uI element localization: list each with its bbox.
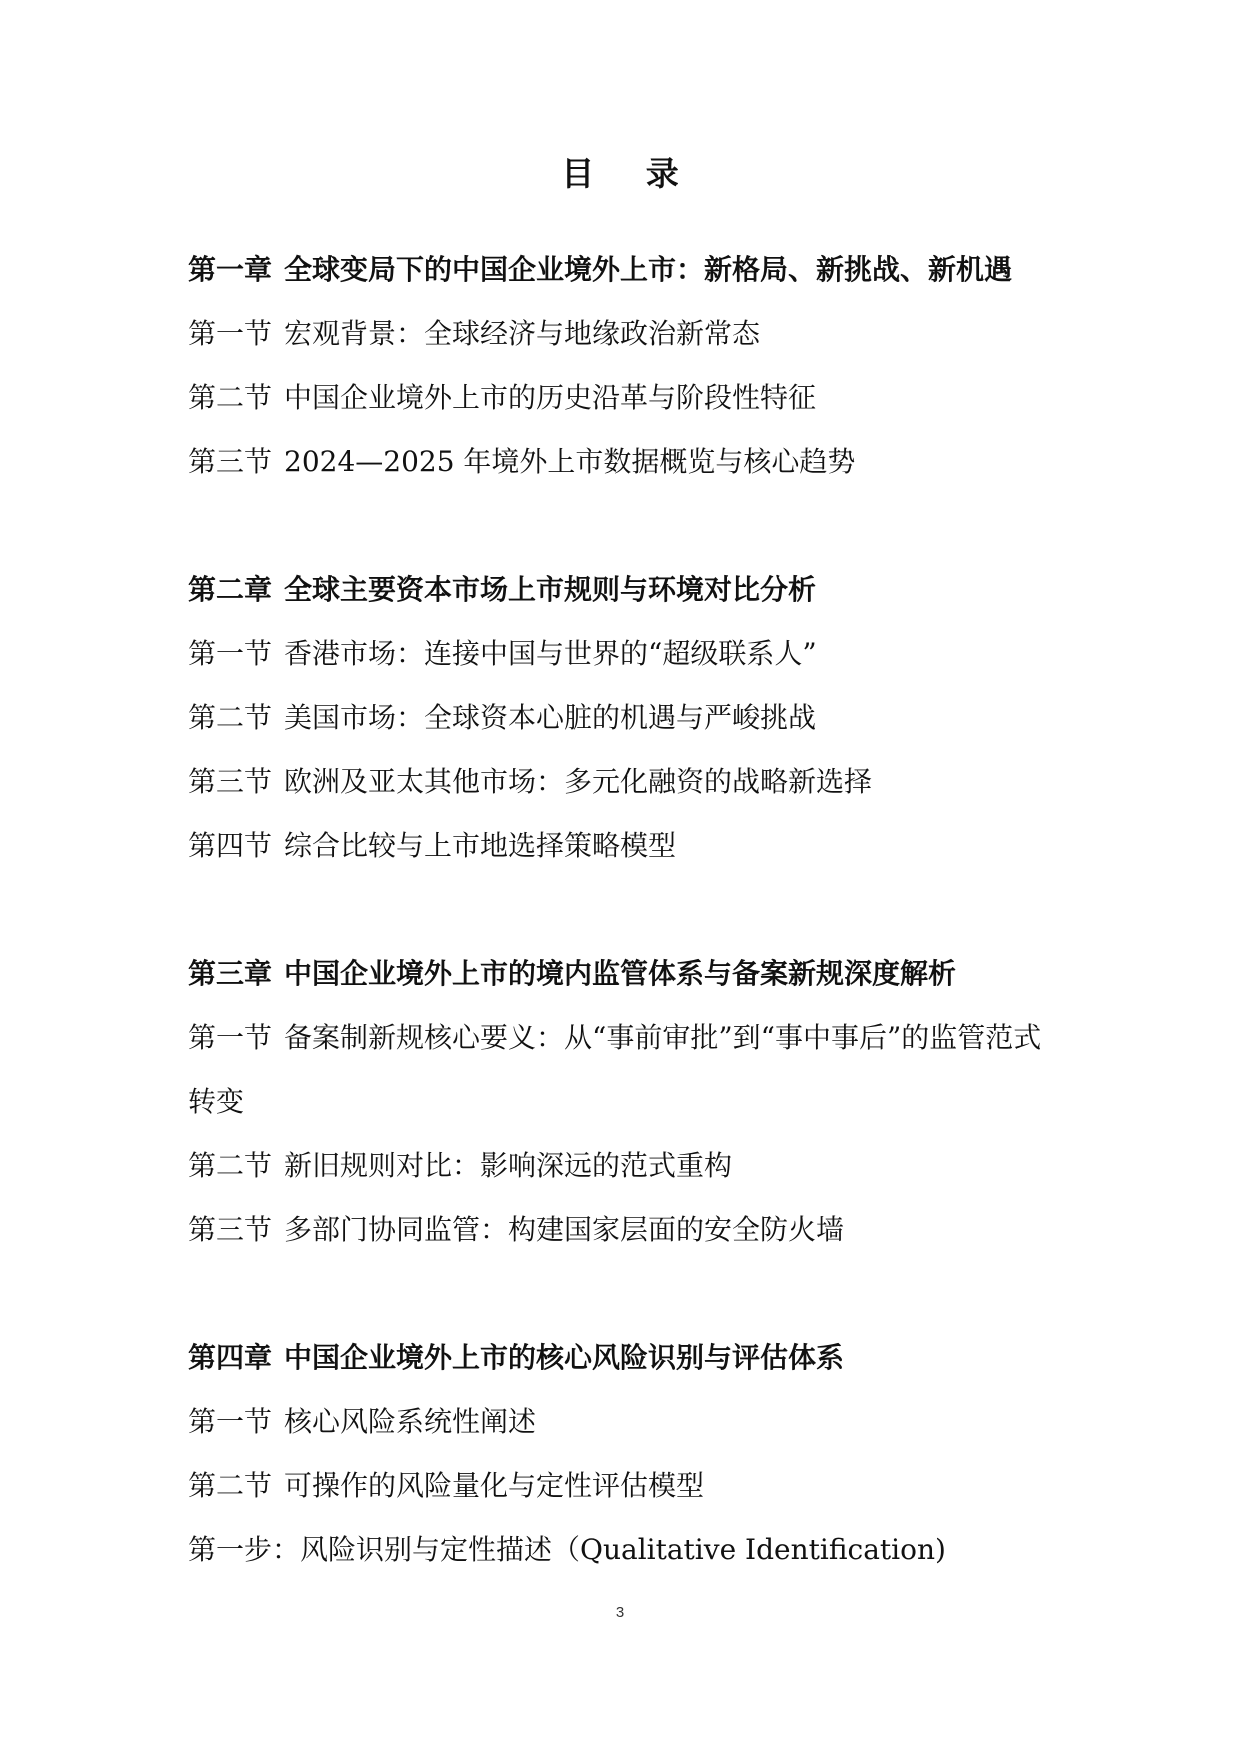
section-number: 第三节 [188, 445, 273, 478]
section-number: 第一节 [188, 317, 273, 350]
section-entry[interactable] [188, 430, 1068, 494]
section-number: 第一节 [188, 1021, 273, 1054]
section-entry[interactable] [188, 366, 1068, 430]
chapter-title: 全球变局下的中国企业境外上市：新格局、新挑战、新机遇 [284, 253, 1013, 286]
chapter-title: 中国企业境外上市的境内监管体系与备案新规深度解析 [284, 957, 957, 990]
table-of-contents [188, 238, 1068, 1582]
section-entry[interactable] [188, 814, 1068, 878]
section-number: 第二节 [188, 1149, 273, 1182]
chapter-heading[interactable] [188, 1326, 1068, 1390]
step-title: 风险识别与定性描述（Qualitative Identification) [300, 1533, 946, 1566]
toc-chapter-3 [188, 942, 1068, 1262]
section-title: 2024—2025 年境外上市数据概览与核心趋势 [284, 445, 856, 478]
section-entry[interactable] [188, 686, 1068, 750]
chapter-number: 第四章 [188, 1341, 273, 1374]
chapter-heading[interactable] [188, 558, 1068, 622]
section-number: 第一节 [188, 637, 273, 670]
chapter-title: 中国企业境外上市的核心风险识别与评估体系 [284, 1341, 845, 1374]
section-number: 第三节 [188, 1213, 273, 1246]
page-number: 3 [615, 1604, 625, 1621]
section-entry[interactable] [188, 750, 1068, 814]
section-title: 核心风险系统性阐述 [284, 1405, 537, 1438]
section-title: 中国企业境外上市的历史沿革与阶段性特征 [284, 381, 817, 414]
section-title: 综合比较与上市地选择策略模型 [284, 829, 677, 862]
section-number: 第一节 [188, 1405, 273, 1438]
section-number: 第四节 [188, 829, 273, 862]
chapter-number: 第一章 [188, 253, 273, 286]
chapter-heading[interactable] [188, 942, 1068, 1006]
section-entry[interactable] [188, 1454, 1068, 1518]
section-entry[interactable] [188, 1134, 1068, 1198]
toc-title: 目 录 [561, 154, 699, 193]
section-title: 美国市场：全球资本心脏的机遇与严峻挑战 [284, 701, 817, 734]
section-number: 第二节 [188, 1469, 273, 1502]
toc-chapter-2 [188, 558, 1068, 878]
toc-chapter-1 [188, 238, 1068, 494]
step-number: 第一步： [188, 1533, 301, 1566]
section-number: 第三节 [188, 765, 273, 798]
toc-chapter-4 [188, 1326, 1068, 1582]
section-title: 香港市场：连接中国与世界的“超级联系人” [284, 637, 817, 670]
section-number: 第二节 [188, 701, 273, 734]
section-entry[interactable] [188, 622, 1068, 686]
section-title: 欧洲及亚太其他市场：多元化融资的战略新选择 [284, 765, 873, 798]
section-title: 多部门协同监管：构建国家层面的安全防火墙 [284, 1213, 845, 1246]
chapter-title: 全球主要资本市场上市规则与环境对比分析 [284, 573, 817, 606]
step-entry[interactable] [188, 1518, 1068, 1582]
section-title: 可操作的风险量化与定性评估模型 [284, 1469, 705, 1502]
section-title: 新旧规则对比：影响深远的范式重构 [284, 1149, 733, 1182]
section-title: 宏观背景：全球经济与地缘政治新常态 [284, 317, 761, 350]
section-title: 备案制新规核心要义：从“事前审批”到“事中事后”的监管范式转变 [188, 1021, 1042, 1118]
chapter-number: 第三章 [188, 957, 273, 990]
section-entry[interactable] [188, 302, 1068, 366]
section-entry[interactable] [188, 1198, 1068, 1262]
chapter-number: 第二章 [188, 573, 273, 606]
chapter-heading[interactable] [188, 238, 1068, 302]
section-number: 第二节 [188, 381, 273, 414]
section-entry[interactable] [188, 1006, 1068, 1134]
section-entry[interactable] [188, 1390, 1068, 1454]
